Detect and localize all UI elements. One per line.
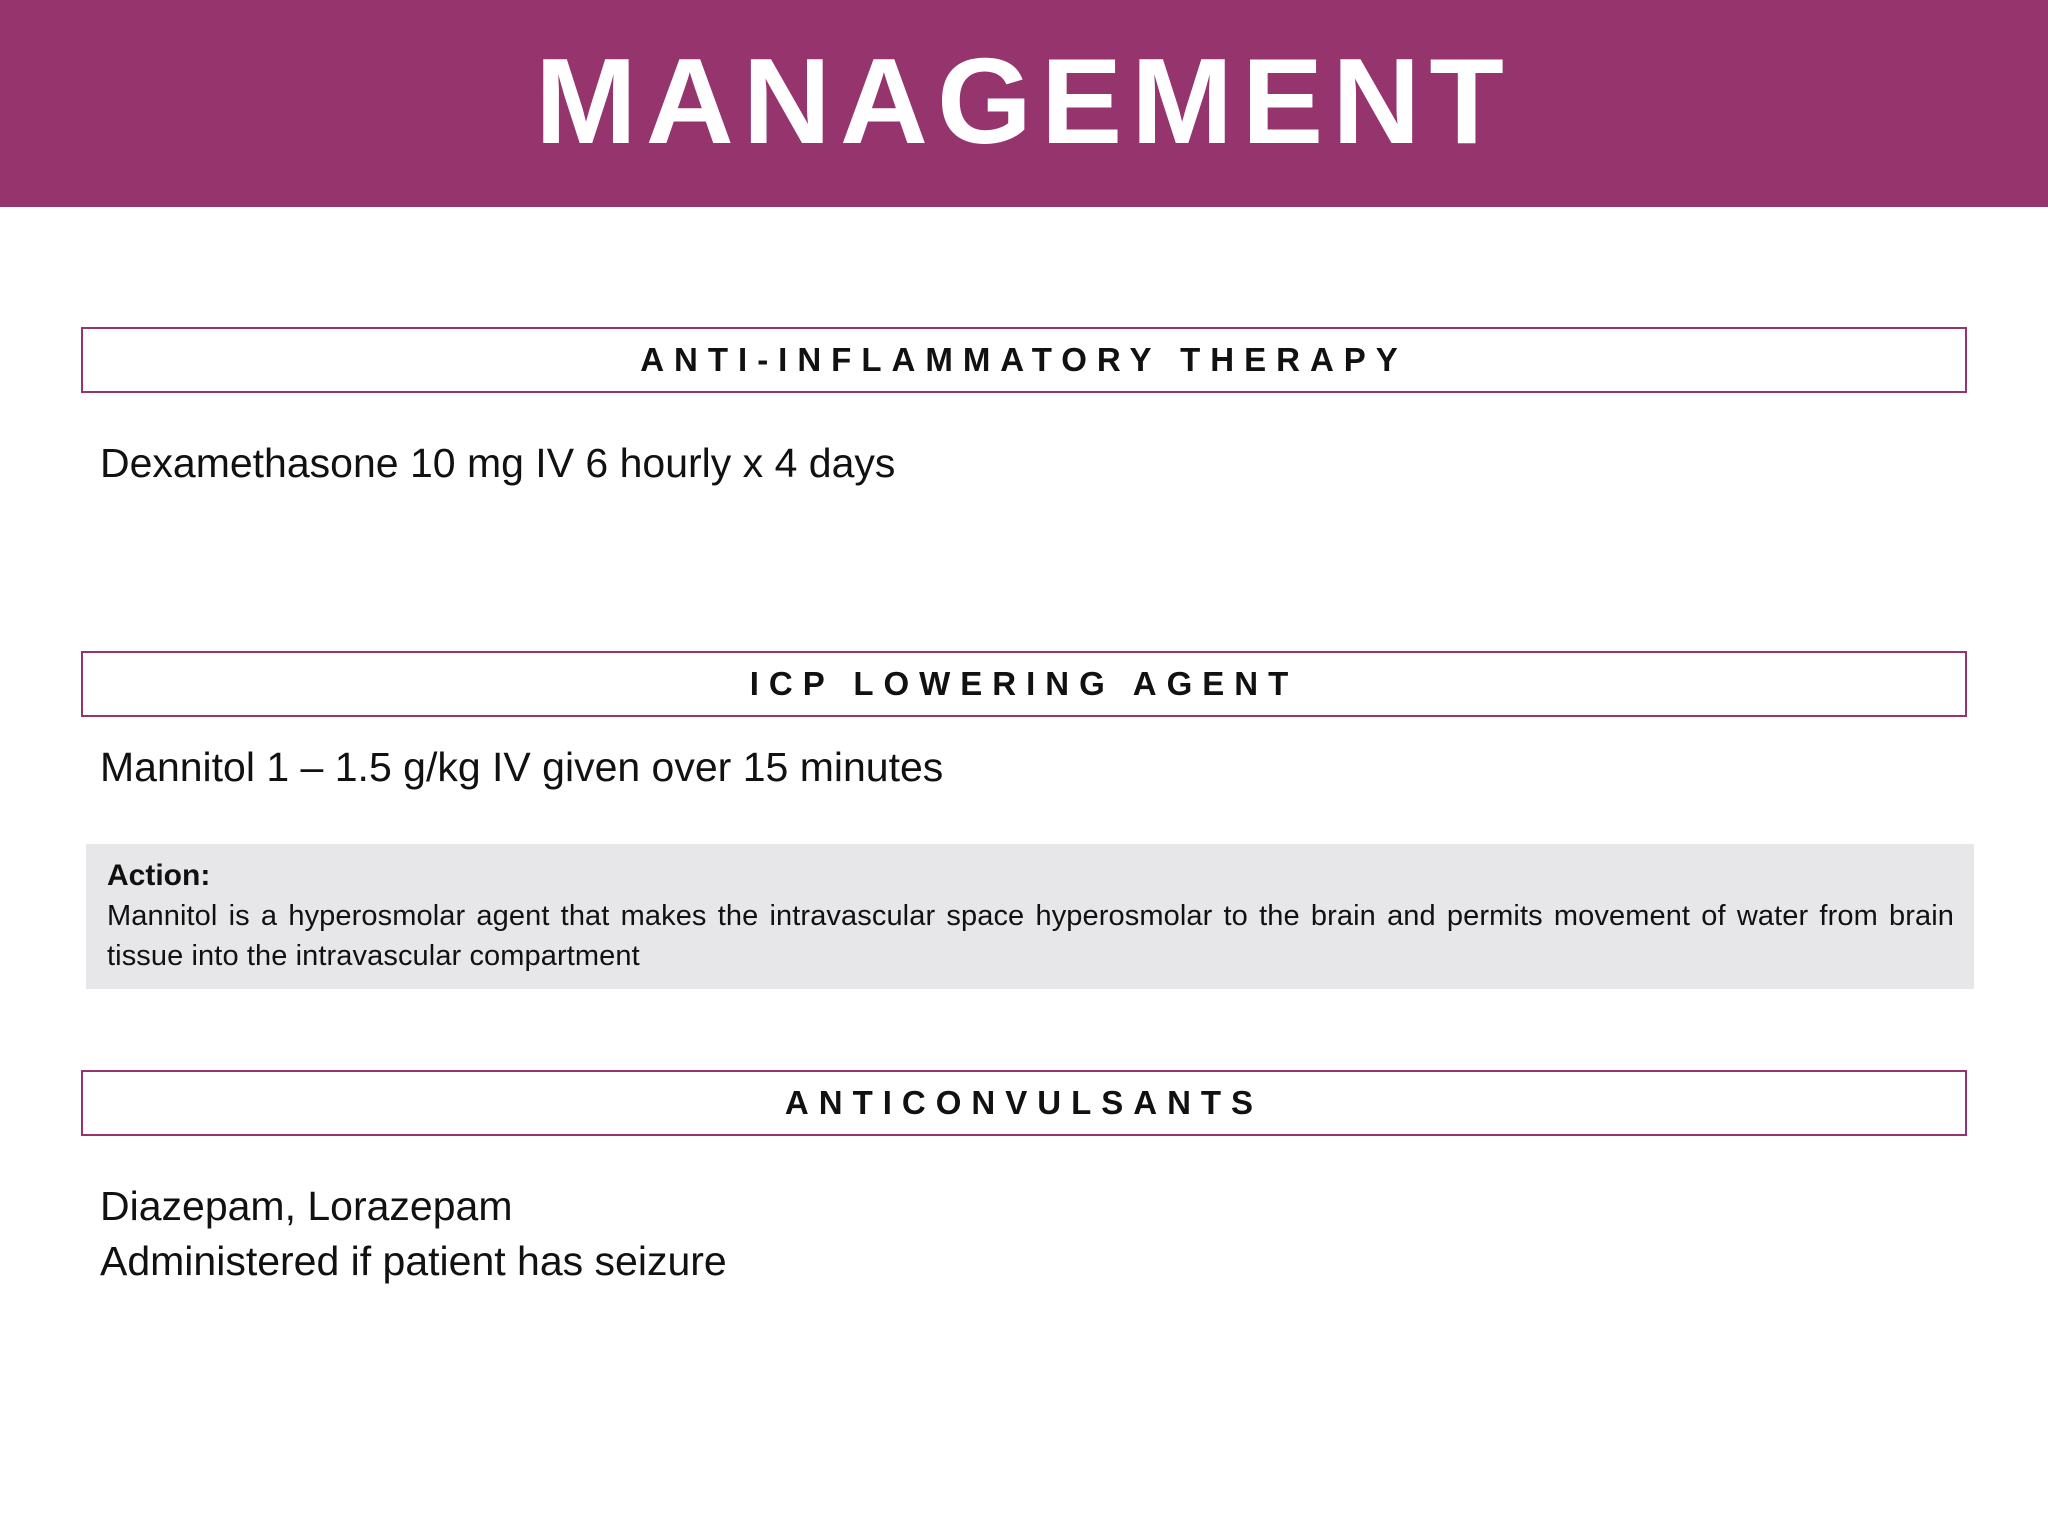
section-heading: ANTICONVULSANTS: [784, 1084, 1264, 1121]
section-heading: ICP LOWERING AGENT: [749, 665, 1299, 702]
page-title: MANAGEMENT: [535, 32, 1513, 169]
dexamethasone-text: Dexamethasone 10 mg IV 6 hourly x 4 days: [100, 440, 896, 486]
section-heading: ANTI-INFLAMMATORY THERAPY: [640, 341, 1408, 378]
mannitol-text: Mannitol 1 – 1.5 g/kg IV given over 15 minutes: [100, 744, 944, 790]
section-header-anticonvulsants: [81, 1070, 1967, 1136]
action-note-box: [86, 844, 1974, 989]
anticonvulsant-usage-text: Administered if patient has seizure: [100, 1238, 727, 1284]
note-title: Action:: [107, 859, 211, 892]
anticonvulsant-drugs-text: Diazepam, Lorazepam: [100, 1183, 513, 1229]
section-header-anti-inflammatory: [81, 327, 1967, 393]
title-banner: [0, 0, 2048, 207]
section-header-icp-lowering: [81, 651, 1967, 717]
note-text: Mannitol is a hyperosmolar agent that makes the intravascular space hyperosmolar to the brain and permits movement of water from brain tissue into the intravascular compartment: [107, 900, 1954, 972]
